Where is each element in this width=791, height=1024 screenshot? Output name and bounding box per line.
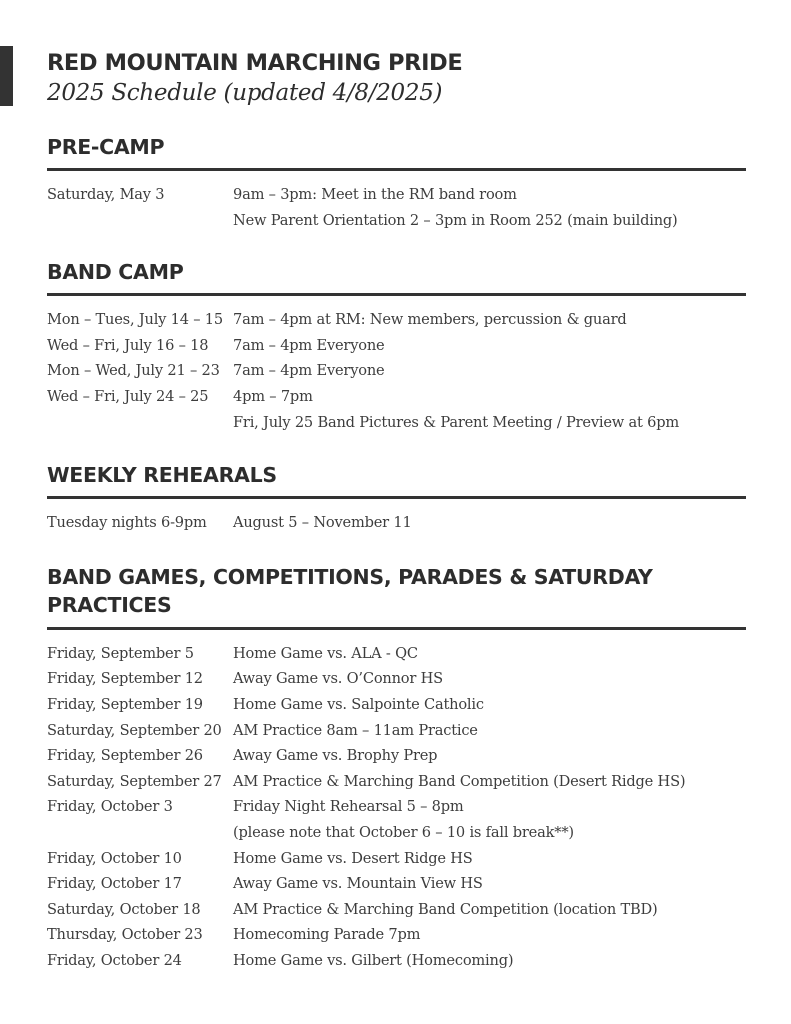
row-description: 4pm – 7pm [233, 387, 313, 405]
document-subtitle: 2025 Schedule (updated 4/8/2025) [47, 80, 443, 106]
row-description: Home Game vs. Desert Ridge HS [233, 849, 473, 867]
row-date: Tuesday nights 6-9pm [47, 514, 207, 532]
schedule-row [47, 948, 747, 974]
row-date [47, 208, 233, 234]
row-date: Friday, September 12 [47, 670, 203, 688]
row-date: Friday, September 26 [47, 747, 203, 765]
page-edge-tab [0, 46, 13, 106]
row-date: Friday, October 3 [47, 798, 173, 816]
row-description: New Parent Orientation 2 – 3pm in Room 252 (main building) [233, 211, 678, 229]
section-weekly-rehearsals [47, 461, 747, 536]
row-description: 7am – 4pm at RM: New members, percussion & guard [233, 311, 627, 329]
row-description: AM Practice 8am – 11am Practice [233, 721, 478, 739]
row-description: Away Game vs. Brophy Prep [233, 747, 438, 765]
row-description: Home Game vs. ALA - QC [233, 644, 418, 662]
row-date: Mon – Tues, July 14 – 15 [47, 311, 223, 329]
schedule-row [47, 794, 747, 820]
row-description: 9am – 3pm: Meet in the RM band room [233, 186, 517, 203]
row-date [47, 820, 233, 846]
schedule-row [47, 846, 747, 872]
row-description: Away Game vs. O’Connor HS [233, 670, 443, 688]
row-description: Fri, July 25 Band Pictures & Parent Meeting / Preview at 6pm [233, 413, 679, 431]
schedule-row [47, 769, 747, 795]
schedule-row [47, 333, 747, 359]
schedule-row [47, 897, 747, 923]
schedule-row [47, 307, 747, 333]
row-description: August 5 – November 11 [233, 514, 412, 532]
row-description: AM Practice & Marching Band Competition (Desert Ridge HS) [233, 772, 686, 790]
schedule-row [47, 922, 747, 948]
section-pre-camp [47, 133, 747, 233]
row-date: Friday, September 19 [47, 695, 203, 713]
row-date [47, 410, 233, 436]
schedule-row [47, 182, 747, 208]
section-title-continued: PRACTICES [47, 592, 172, 617]
section-band-camp [47, 258, 747, 435]
row-date: Friday, September 5 [47, 644, 194, 662]
row-description: AM Practice & Marching Band Competition (location TBD) [233, 900, 658, 918]
row-date: Thursday, October 23 [47, 926, 203, 944]
schedule-document [47, 48, 747, 973]
row-date: Friday, October 10 [47, 849, 182, 867]
schedule-row [47, 743, 747, 769]
section-divider [47, 293, 746, 296]
row-date: Wed – Fri, July 16 – 18 [47, 336, 209, 354]
section-band-games [47, 563, 747, 974]
row-description: 7am – 4pm Everyone [233, 336, 385, 354]
row-description: (please note that October 6 – 10 is fall break**) [233, 823, 574, 841]
section-title: WEEKLY REHEARALS [47, 463, 277, 488]
schedule-row [47, 384, 747, 410]
schedule-row [47, 410, 747, 436]
row-date: Friday, October 17 [47, 875, 182, 893]
schedule-row [47, 718, 747, 744]
row-date: Saturday, May 3 [47, 186, 165, 203]
schedule-row [47, 208, 747, 234]
row-date: Saturday, October 18 [47, 900, 201, 918]
section-title: PRE-CAMP [47, 135, 165, 159]
row-description: Friday Night Rehearsal 5 – 8pm [233, 798, 464, 816]
row-description: Home Game vs. Gilbert (Homecoming) [233, 951, 514, 969]
schedule-row [47, 641, 747, 667]
schedule-row [47, 871, 747, 897]
section-divider [47, 627, 746, 630]
row-date: Wed – Fri, July 24 – 25 [47, 387, 209, 405]
section-title: BAND GAMES, COMPETITIONS, PARADES & SATURDAY [47, 564, 653, 589]
schedule-row [47, 692, 747, 718]
schedule-row [47, 666, 747, 692]
row-description: Home Game vs. Salpointe Catholic [233, 695, 484, 713]
section-divider [47, 496, 746, 499]
row-date: Friday, October 24 [47, 951, 182, 969]
section-divider [47, 168, 746, 171]
row-description: Homecoming Parade 7pm [233, 926, 421, 944]
row-description: 7am – 4pm Everyone [233, 362, 385, 380]
row-date: Mon – Wed, July 21 – 23 [47, 362, 220, 380]
section-title: BAND CAMP [47, 260, 184, 285]
document-title: RED MOUNTAIN MARCHING PRIDE [47, 50, 463, 76]
schedule-row [47, 510, 747, 536]
schedule-row [47, 358, 747, 384]
row-description: Away Game vs. Mountain View HS [233, 875, 483, 893]
row-date: Saturday, September 27 [47, 772, 222, 790]
schedule-row [47, 820, 747, 846]
row-date: Saturday, September 20 [47, 721, 222, 739]
